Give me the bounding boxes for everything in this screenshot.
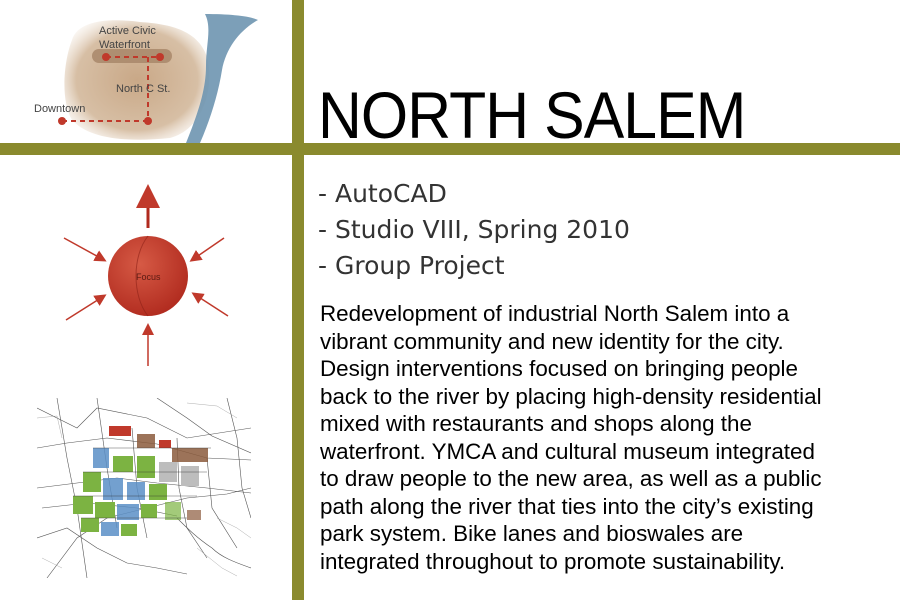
meta-software: - AutoCAD	[318, 179, 447, 208]
node-c-street	[144, 117, 152, 125]
page-title: NORTH SALEM	[318, 78, 746, 152]
node-waterfront-east	[156, 53, 164, 61]
description-line: Design interventions focused on bringing people	[320, 356, 798, 381]
label-downtown: Downtown	[34, 103, 86, 115]
meta-type: - Group Project	[318, 251, 505, 280]
meta-studio: - Studio VIII, Spring 2010	[318, 215, 630, 244]
description-line: back to the river by placing high-density residential	[320, 383, 822, 409]
focus-diagram	[40, 176, 260, 376]
description-line: park system. Bike lanes and bioswales are	[320, 521, 744, 546]
description-line: mixed with restaurants and shops along the	[320, 411, 752, 436]
label-waterfront-1: Active Civic	[99, 25, 156, 37]
label-waterfront-2: Waterfront	[99, 39, 150, 51]
concept-map	[0, 0, 292, 143]
inward-arrow-se	[194, 294, 228, 316]
inward-arrow-ne	[192, 238, 224, 260]
node-waterfront-west	[102, 53, 110, 61]
inward-arrow-nw	[64, 238, 104, 260]
description-line: Redevelopment of industrial North Salem into a	[320, 301, 790, 326]
label-street: North C St.	[116, 83, 171, 95]
description-line: path along the river that ties into the city’s existing	[320, 493, 814, 519]
vertical-accent-bar	[292, 0, 304, 600]
project-meta-list	[318, 176, 630, 284]
description-line: to draw people to the new area, as well as a public	[320, 466, 822, 491]
description-line: waterfront. YMCA and cultural museum integrated	[320, 438, 815, 464]
inward-arrow-sw	[66, 296, 104, 320]
description-line: vibrant community and new identity for the city.	[320, 328, 784, 354]
focus-label: Focus	[136, 272, 161, 282]
site-plan	[37, 398, 251, 578]
project-description	[320, 300, 895, 575]
description-line: integrated throughout to promote sustainability.	[320, 548, 786, 574]
node-downtown	[58, 117, 66, 125]
